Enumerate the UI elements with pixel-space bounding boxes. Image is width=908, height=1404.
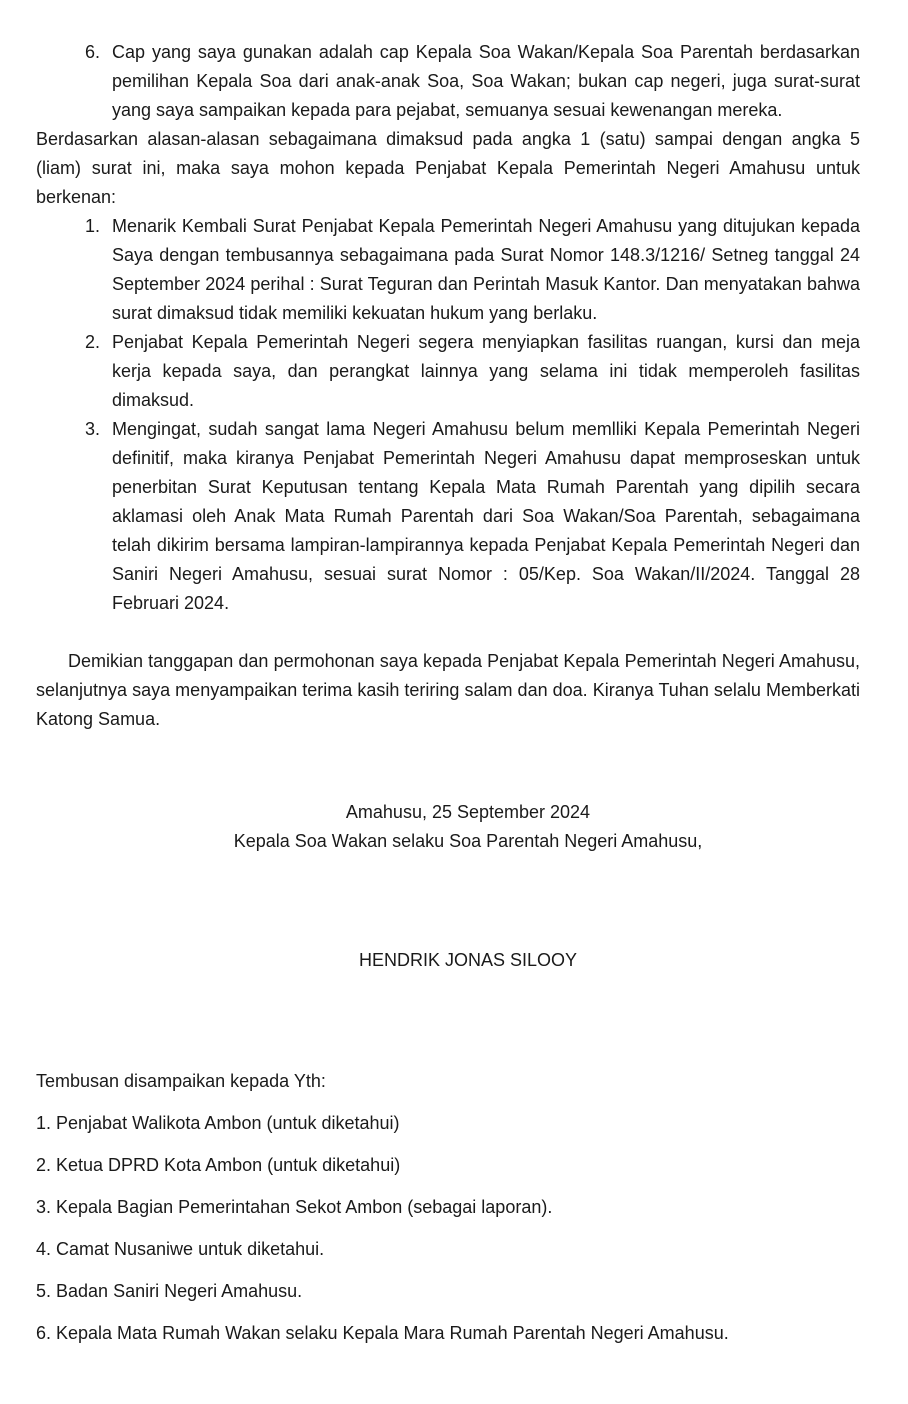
signature-place-date: Amahusu, 25 September 2024 xyxy=(345,802,591,822)
carbon-copy-section xyxy=(36,1067,860,1348)
list-item-text: Menarik Kembali Surat Penjabat Kepala Pemerintah Negeri Amahusu yang ditujukan kepada Saya dengan tembusannya sebagaimana pada Surat Nomor 148.3/1216/ Setneg tanggal 24 September 2024 perihal : Surat Teguran dan Perintah Masuk Kantor. Dan menyatakan bahwa surat dimaksud tidak memiliki kekuatan hukum yang berlaku. xyxy=(112,216,860,323)
carbon-copy-item: 5. Badan Saniri Negeri Amahusu. xyxy=(36,1281,303,1301)
list-item-text: Penjabat Kepala Pemerintah Negeri segera menyiapkan fasilitas ruangan, kursi dan meja kerja kepada saya, dan perangkat lainnya yang selama ini tidak memperoleh fasilitas dimaksud. xyxy=(112,332,860,410)
list-item-text: Cap yang saya gunakan adalah cap Kepala Soa Wakan/Kepala Soa Parentah berdasarkan pemilihan Kepala Soa dari anak-anak Soa, Soa Wakan; bukan cap negeri, juga surat-surat yang saya sampaikan kepada para pejabat, semuanya sesuai kewenangan mereka. xyxy=(112,42,860,120)
list-item-text: Mengingat, sudah sangat lama Negeri Amahusu belum memlliki Kepala Pemerintah Negeri definitif, maka kiranya Penjabat Pemerintah Negeri Amahusu dapat memproseskan untuk penerbitan Surat Keputusan tentang Kepala Mata Rumah Parentah yang dipilih secara aklamasi oleh Anak Mata Rumah Parentah dari Soa Wakan/Soa Parentah, sebagaimana telah dikirim bersama lampiran-lampirannya kepada Penjabat Kepala Pemerintah Negeri dan Saniri Negeri Amahusu, sesuai surat Nomor : 05/Kep. Soa Wakan/II/2024. Tanggal 28 Februari 2024. xyxy=(112,419,860,613)
signature-block xyxy=(36,798,860,975)
closing-paragraph: Demikian tanggapan dan permohonan saya kepada Penjabat Kepala Pemerintah Negeri Amahusu, selanjutnya saya menyampaikan terima kasih teriring salam dan doa. Kiranya Tuhan selalu Memberkati Katong Samua. xyxy=(36,651,860,729)
carbon-copy-item: 1. Penjabat Walikota Ambon (untuk diketahui) xyxy=(36,1113,400,1133)
list-item-number: 2. xyxy=(84,332,100,352)
carbon-copy-item: 2. Ketua DPRD Kota Ambon (untuk diketahui) xyxy=(36,1155,401,1175)
list-item xyxy=(36,38,860,125)
signature-position: Kepala Soa Wakan selaku Soa Parentah Negeri Amahusu, xyxy=(233,831,703,851)
carbon-copy-item: 6. Kepala Mata Rumah Wakan selaku Kepala Mara Rumah Parentah Negeri Amahusu. xyxy=(36,1323,729,1343)
list-item-number: 1. xyxy=(84,216,100,236)
list-item xyxy=(36,415,860,618)
carbon-copy-item: 3. Kepala Bagian Pemerintahan Sekot Ambon (sebagai laporan). xyxy=(36,1197,553,1217)
reasons-list xyxy=(36,0,860,125)
list-item xyxy=(36,212,860,328)
carbon-copy-item: 4. Camat Nusaniwe untuk diketahui. xyxy=(36,1239,325,1259)
list-item-number: 6. xyxy=(84,42,100,62)
request-intro-paragraph: Berdasarkan alasan-alasan sebagaimana dimaksud pada angka 1 (satu) sampai dengan angka 5 (liam) surat ini, maka saya mohon kepada Penjabat Kepala Pemerintah Negeri Amahusu untuk berkenan: xyxy=(36,129,860,207)
signature-name: HENDRIK JONAS SILOOY xyxy=(358,950,578,970)
requests-list xyxy=(36,212,860,618)
list-item xyxy=(36,328,860,415)
list-item-number: 3. xyxy=(84,419,100,439)
carbon-copy-heading: Tembusan disampaikan kepada Yth: xyxy=(36,1071,326,1091)
